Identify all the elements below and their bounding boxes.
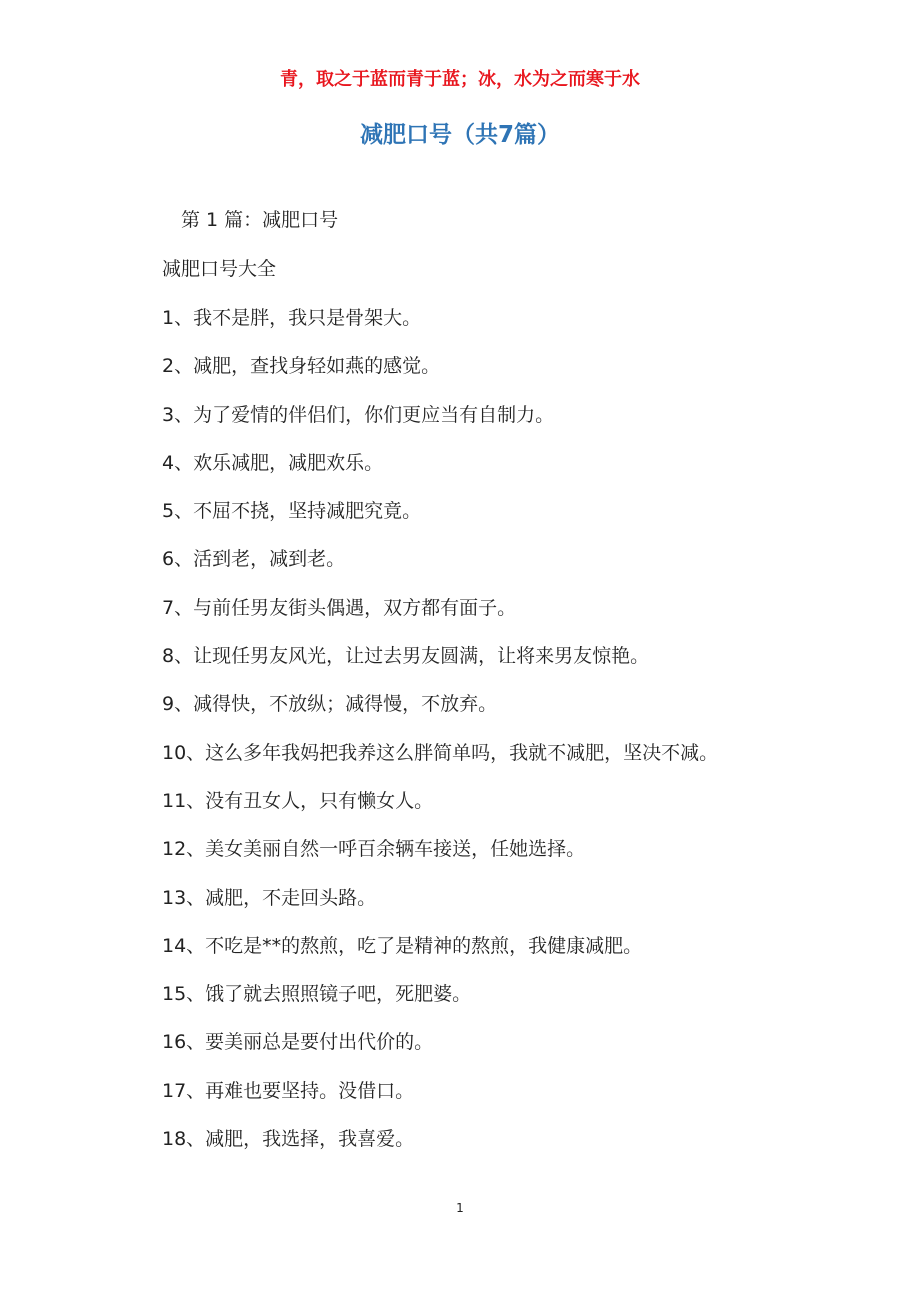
- slogan-item: 16、要美丽总是要付出代价的。: [162, 1031, 434, 1054]
- page-number: 1: [456, 1201, 464, 1215]
- slogan-item: 8、让现任男友风光，让过去男友圆满，让将来男友惊艳。: [162, 645, 650, 668]
- slogan-item: 11、没有丑女人，只有懒女人。: [162, 789, 434, 812]
- slogan-item: 13、减肥，不走回头路。: [162, 886, 377, 909]
- slogan-item: 10、这么多年我妈把我养这么胖简单吗，我就不减肥，坚决不减。: [162, 741, 719, 764]
- slogan-item: 3、为了爱情的伴侣们，你们更应当有自制力。: [162, 403, 555, 426]
- slogan-item: 2、减肥，查找身轻如燕的感觉。: [162, 355, 441, 378]
- subheading: 减肥口号大全: [162, 258, 277, 280]
- slogan-item: 6、活到老，减到老。: [162, 548, 346, 571]
- slogan-item: 9、减得快，不放纵；减得慢，不放弃。: [162, 693, 498, 716]
- section-heading: 第 1 篇：减肥口号: [181, 209, 339, 231]
- document-title: 减肥口号（共7篇）: [359, 122, 560, 148]
- slogan-item: 4、欢乐减肥，减肥欢乐。: [162, 451, 384, 474]
- slogan-item: 15、饿了就去照照镜子吧，死肥婆。: [162, 983, 472, 1006]
- slogan-item: 14、不吃是**的熬煎，吃了是精神的熬煎，我健康减肥。: [162, 934, 643, 957]
- slogan-item: 12、美女美丽自然一呼百余辆车接送，任她选择。: [162, 838, 586, 861]
- slogan-item: 7、与前任男友街头偶遇，双方都有面子。: [162, 596, 517, 619]
- slogan-item: 18、减肥，我选择，我喜爱。: [162, 1128, 415, 1151]
- slogan-item: 5、不屈不挠，坚持减肥究竟。: [162, 500, 422, 523]
- slogan-list: [162, 304, 902, 1173]
- motto-header: 青，取之于蓝而青于蓝；冰，水为之而寒于水: [280, 69, 640, 90]
- slogan-item: 1、我不是胖，我只是骨架大。: [162, 307, 422, 329]
- slogan-item: 17、再难也要坚持。没借口。: [162, 1079, 415, 1102]
